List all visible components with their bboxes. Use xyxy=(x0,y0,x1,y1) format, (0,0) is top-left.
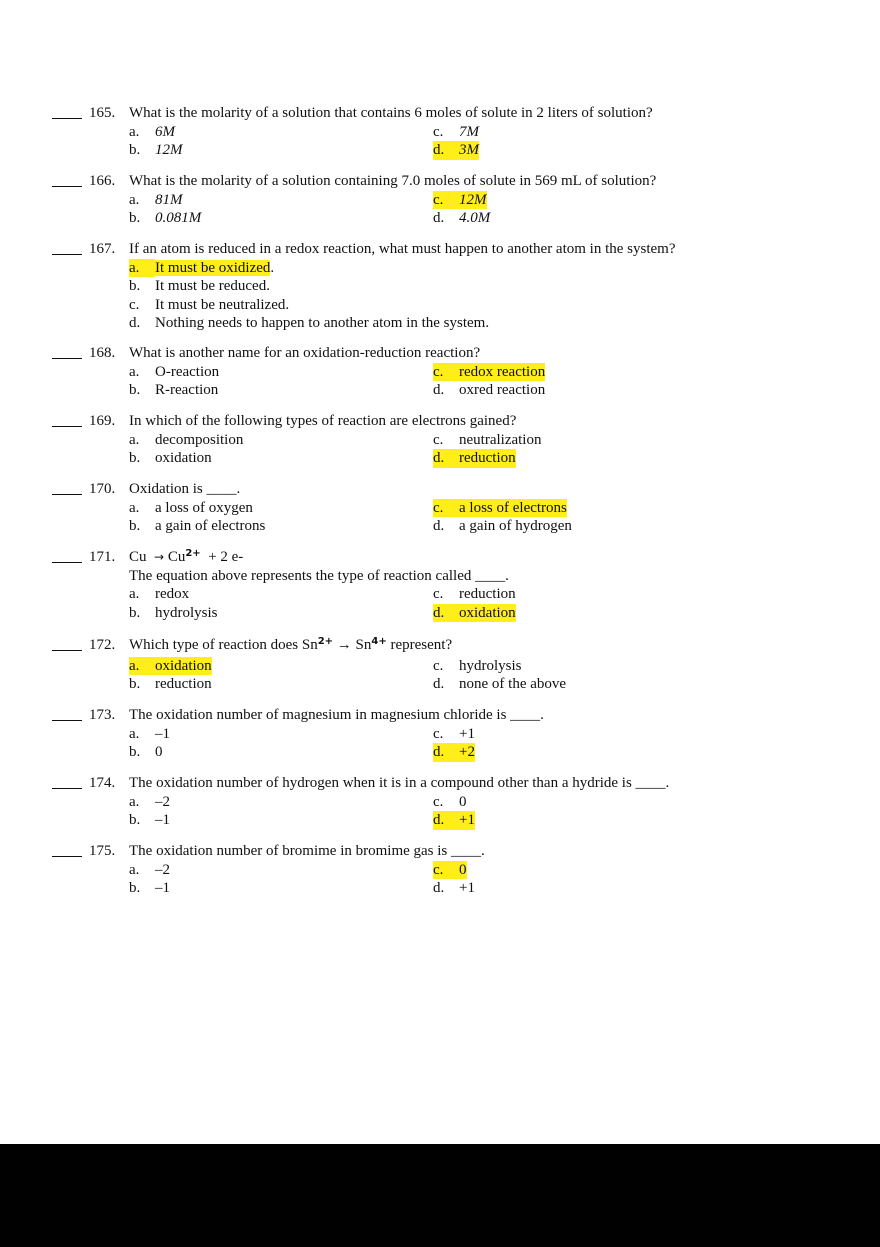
choice-letter: d. xyxy=(433,880,445,896)
choice-d xyxy=(433,381,545,400)
choice-text: a loss of oxygen xyxy=(155,499,253,516)
choice-c-highlighted xyxy=(433,861,467,880)
question-stem: What is another name for an oxidation-reduction reaction? xyxy=(129,345,481,361)
question-stem: The oxidation number of magnesium in magnesium chloride is ____. xyxy=(129,707,544,723)
choice-text: a loss of electrons xyxy=(459,499,567,516)
choice-d-highlighted xyxy=(433,604,516,623)
answer-blank[interactable] xyxy=(52,172,82,191)
choice-c xyxy=(433,431,541,450)
ion-charge: 2+ xyxy=(317,636,334,647)
choice-letter: c. xyxy=(433,793,444,810)
answer-blank[interactable] xyxy=(52,344,82,363)
choice-letter: b. xyxy=(129,142,141,158)
question-stem: The oxidation number of hydrogen when it is in a compound other than a hydride is ____. xyxy=(129,775,670,791)
question-stem: The oxidation number of bromime in bromime gas is ____. xyxy=(129,843,485,859)
choice-text: 0.081M xyxy=(155,210,202,226)
question-number: 172. xyxy=(89,637,116,653)
question-number: 166. xyxy=(89,173,116,189)
choice-text: a gain of electrons xyxy=(155,518,266,534)
choice-b xyxy=(129,381,218,400)
question-167 xyxy=(0,240,880,333)
choice-text: +2 xyxy=(459,744,475,760)
choice-text: –1 xyxy=(155,880,170,896)
choice-d xyxy=(433,517,572,536)
choice-letter: a. xyxy=(129,725,140,742)
choice-text: reduction xyxy=(155,676,212,692)
choice-a-highlighted xyxy=(129,657,212,676)
question-stem: Which type of reaction does $Sn^{2+} \to Sn^{4+}$ represent? xyxy=(129,636,453,653)
choice-letter: d. xyxy=(433,518,445,534)
question-number: 168. xyxy=(89,345,116,361)
choice-text: +1 xyxy=(459,880,475,896)
choice-letter: d. xyxy=(433,604,459,623)
bottom-black-band xyxy=(0,1144,880,1247)
choice-a xyxy=(129,123,175,142)
question-number: 173. xyxy=(89,707,116,723)
choice-a xyxy=(129,793,170,812)
choice-text: 7M xyxy=(459,123,479,140)
choice-letter: b. xyxy=(129,812,141,828)
question-168 xyxy=(0,344,880,400)
answer-blank[interactable] xyxy=(52,636,82,655)
chemical-equation: $Cu \to Cu^{2+} + 2$ e- xyxy=(129,548,244,565)
choice-letter: b. xyxy=(129,382,141,398)
question-number: 167. xyxy=(89,241,116,257)
choice-letter: a. xyxy=(129,499,140,516)
choice-b xyxy=(129,604,218,623)
question-number: 174. xyxy=(89,775,116,791)
choice-letter: c. xyxy=(129,296,140,313)
choice-letter: a. xyxy=(129,586,140,602)
choice-text: –1 xyxy=(155,812,170,828)
choice-letter: c. xyxy=(433,725,444,742)
choice-c xyxy=(129,296,289,315)
ion-charge: 2+ xyxy=(185,548,201,559)
choice-a-highlighted xyxy=(129,259,274,278)
choice-d xyxy=(129,314,489,333)
question-175 xyxy=(0,842,880,898)
choice-letter: c. xyxy=(433,191,459,210)
answer-blank[interactable] xyxy=(52,480,82,499)
choice-c-highlighted xyxy=(433,363,545,382)
choice-b xyxy=(129,879,170,898)
arrow-icon: → xyxy=(154,550,165,564)
choice-letter: d. xyxy=(433,449,459,468)
choice-text: neutralization xyxy=(459,431,542,448)
choice-letter: a. xyxy=(129,657,155,676)
choice-b xyxy=(129,449,212,468)
choice-letter: a. xyxy=(129,191,140,208)
answer-blank[interactable] xyxy=(52,412,82,431)
choice-text: oxred reaction xyxy=(459,382,546,398)
choice-text: hydrolysis xyxy=(459,657,522,674)
choice-text: oxidation xyxy=(155,657,212,674)
choice-letter: b. xyxy=(129,880,141,896)
choice-text: It must be neutralized. xyxy=(155,296,290,313)
question-166 xyxy=(0,172,880,228)
choice-letter: c. xyxy=(433,431,444,448)
choice-text: O-reaction xyxy=(155,363,220,380)
choice-text: 12M xyxy=(155,142,183,158)
choice-b xyxy=(129,141,183,160)
question-number: 175. xyxy=(89,843,116,859)
choice-text: oxidation xyxy=(459,604,516,621)
choice-b xyxy=(129,209,201,228)
choice-letter: d. xyxy=(433,676,445,692)
question-number: 170. xyxy=(89,481,116,497)
choice-c-highlighted xyxy=(433,191,487,210)
choice-letter: d. xyxy=(433,811,459,830)
answer-blank[interactable] xyxy=(52,548,82,567)
answer-blank[interactable] xyxy=(52,842,82,861)
choice-a xyxy=(129,585,189,604)
choice-a xyxy=(129,191,183,210)
question-stem: What is the molarity of a solution containing 7.0 moles of solute in 569 mL of solution? xyxy=(129,173,657,189)
choice-text: reduction xyxy=(459,450,516,466)
ion-charge: 4+ xyxy=(371,636,387,647)
question-171 xyxy=(0,548,880,622)
choice-letter: c. xyxy=(433,499,459,518)
question-stem: If an atom is reduced in a redox reaction, what must happen to another atom in the system? xyxy=(129,241,676,257)
choice-text: oxidation xyxy=(155,450,212,466)
choice-text: 12M xyxy=(459,191,487,208)
choice-text: redox xyxy=(155,586,190,602)
question-stem: What is the molarity of a solution that contains 6 moles of solute in 2 liters of solution? xyxy=(129,105,653,121)
choice-text: a gain of hydrogen xyxy=(459,518,572,534)
choice-text: R-reaction xyxy=(155,382,219,398)
question-stem: Oxidation is ____. xyxy=(129,481,241,497)
choice-text: 81M xyxy=(155,191,183,208)
answer-blank[interactable] xyxy=(52,104,82,123)
question-169 xyxy=(0,412,880,468)
choice-text: hydrolysis xyxy=(155,604,218,621)
choice-c xyxy=(433,657,522,676)
question-170 xyxy=(0,480,880,536)
choice-c xyxy=(433,725,475,744)
question-stem: The equation above represents the type of reaction called ____. xyxy=(129,567,509,584)
choice-text: Nothing needs to happen to another atom in the system. xyxy=(155,315,490,331)
choice-letter: a. xyxy=(129,259,155,278)
choice-c xyxy=(433,793,467,812)
question-number: 165. xyxy=(89,105,116,121)
choice-letter: b. xyxy=(129,676,141,692)
choice-text: +1 xyxy=(459,812,475,828)
choice-text: –2 xyxy=(155,861,170,878)
choice-letter: a. xyxy=(129,861,140,878)
choice-letter: d. xyxy=(433,141,459,160)
choice-d-highlighted xyxy=(433,449,516,468)
choice-letter: b. xyxy=(129,518,141,534)
choice-text: +1 xyxy=(459,725,475,742)
choice-c xyxy=(433,123,479,142)
choice-letter: a. xyxy=(129,123,140,140)
choice-b xyxy=(129,743,163,762)
choice-letter: c. xyxy=(433,586,444,602)
answer-blank[interactable] xyxy=(52,240,82,259)
choice-text: 4.0M xyxy=(459,210,491,226)
choice-b xyxy=(129,517,265,536)
choice-text: reduction xyxy=(459,586,516,602)
choice-b xyxy=(129,675,212,694)
choice-letter: a. xyxy=(129,793,140,810)
choice-d xyxy=(433,675,566,694)
question-number: 171. xyxy=(89,549,116,565)
choice-text: –2 xyxy=(155,793,170,810)
choice-a xyxy=(129,499,253,518)
choice-text: 0 xyxy=(459,793,467,810)
choice-b xyxy=(129,811,170,830)
choice-letter: d. xyxy=(433,210,445,226)
choice-text: It must be oxidized xyxy=(155,259,271,276)
choice-letter: b. xyxy=(129,450,141,466)
choice-letter: a. xyxy=(129,363,140,380)
choice-d xyxy=(433,209,490,228)
choice-text: decomposition xyxy=(155,431,244,448)
choice-d-highlighted xyxy=(433,811,475,830)
choice-letter: b. xyxy=(129,278,141,294)
question-number: 169. xyxy=(89,413,116,429)
question-174 xyxy=(0,774,880,830)
choice-text: –1 xyxy=(155,725,170,742)
question-165 xyxy=(0,104,880,160)
choice-text: redox reaction xyxy=(459,363,546,380)
choice-a xyxy=(129,861,170,880)
choice-d-highlighted xyxy=(433,743,475,762)
choice-a xyxy=(129,431,243,450)
choice-a xyxy=(129,363,219,382)
choice-c-highlighted xyxy=(433,499,567,518)
answer-blank[interactable] xyxy=(52,774,82,793)
choice-text: 0 xyxy=(459,861,467,878)
choice-c xyxy=(433,585,516,604)
question-stem: In which of the following types of reaction are electrons gained? xyxy=(129,413,517,429)
choice-letter: d. xyxy=(433,743,459,762)
choice-letter: b. xyxy=(129,210,141,226)
choice-letter: c. xyxy=(433,657,444,674)
choice-letter: c. xyxy=(433,123,444,140)
choice-letter: c. xyxy=(433,363,459,382)
question-173 xyxy=(0,706,880,762)
choice-letter: d. xyxy=(129,315,141,331)
choice-a xyxy=(129,725,170,744)
choice-letter: a. xyxy=(129,431,140,448)
answer-blank[interactable] xyxy=(52,706,82,725)
choice-text: 6M xyxy=(155,123,175,140)
choice-letter: b. xyxy=(129,604,141,621)
choice-b xyxy=(129,277,270,296)
choice-letter: c. xyxy=(433,861,459,880)
choice-letter: d. xyxy=(433,382,445,398)
choice-text: It must be reduced. xyxy=(155,278,270,294)
choice-text: none of the above xyxy=(459,676,567,692)
choice-text: 3M xyxy=(459,142,479,158)
choice-d-highlighted xyxy=(433,141,479,160)
choice-text: 0 xyxy=(155,744,163,760)
question-172 xyxy=(0,636,880,694)
choice-d xyxy=(433,879,475,898)
choice-letter: b. xyxy=(129,744,141,760)
choice-punctuation: . xyxy=(270,259,275,276)
